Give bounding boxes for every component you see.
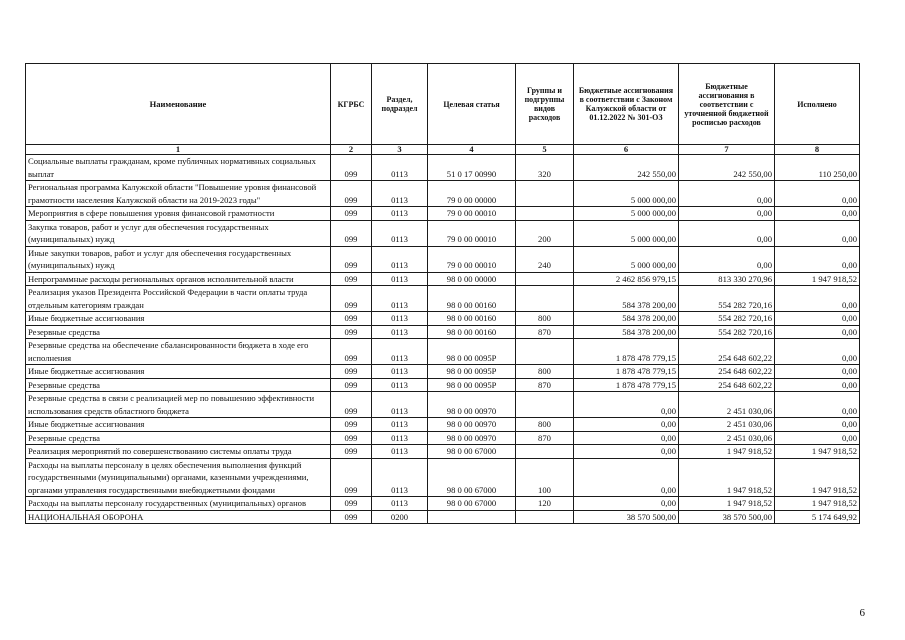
cell-group: 320 [516, 155, 574, 181]
cell-approved: 0,00 [574, 392, 679, 418]
cell-name: Резервные средства [26, 325, 331, 339]
cell-executed: 0,00 [775, 339, 860, 365]
cell-executed: 0,00 [775, 392, 860, 418]
cell-name: Резервные средства [26, 431, 331, 445]
column-number: 1 [26, 145, 331, 155]
cell-kgrbs: 099 [331, 220, 372, 246]
cell-target: 98 0 00 00160 [428, 286, 516, 312]
cell-target: 98 0 00 0095Р [428, 339, 516, 365]
cell-section: 0113 [372, 155, 428, 181]
cell-approved: 5 000 000,00 [574, 181, 679, 207]
cell-executed: 1 947 918,52 [775, 497, 860, 511]
cell-group: 870 [516, 431, 574, 445]
cell-revised: 254 648 602,22 [679, 339, 775, 365]
cell-revised: 554 282 720,16 [679, 286, 775, 312]
cell-revised: 0,00 [679, 246, 775, 272]
table-row [26, 246, 860, 272]
header-target: Целевая статья [428, 64, 516, 145]
cell-target: 79 0 00 00000 [428, 181, 516, 207]
cell-target: 98 0 00 67000 [428, 445, 516, 459]
cell-executed: 0,00 [775, 207, 860, 221]
cell-group: 800 [516, 312, 574, 326]
cell-section: 0113 [372, 339, 428, 365]
cell-target: 98 0 00 00160 [428, 312, 516, 326]
cell-approved: 0,00 [574, 431, 679, 445]
cell-kgrbs: 099 [331, 458, 372, 497]
cell-kgrbs: 099 [331, 392, 372, 418]
cell-kgrbs: 099 [331, 339, 372, 365]
cell-approved: 1 878 478 779,15 [574, 378, 679, 392]
cell-executed: 0,00 [775, 312, 860, 326]
cell-name: Реализация указов Президента Российской Федерации в части оплаты труда отдельным категориям граждан [26, 286, 331, 312]
cell-executed: 110 250,00 [775, 155, 860, 181]
cell-group: 200 [516, 220, 574, 246]
cell-name: Резервные средства на обеспечение сбалансированности бюджета в ходе его исполнения [26, 339, 331, 365]
cell-revised: 2 451 030,06 [679, 418, 775, 432]
table-row [26, 181, 860, 207]
cell-approved: 584 378 200,00 [574, 286, 679, 312]
column-number: 3 [372, 145, 428, 155]
cell-approved: 0,00 [574, 445, 679, 459]
table-row [26, 339, 860, 365]
cell-revised: 1 947 918,52 [679, 458, 775, 497]
cell-group: 800 [516, 365, 574, 379]
table-row [26, 510, 860, 524]
cell-target: 98 0 00 00970 [428, 392, 516, 418]
cell-target: 98 0 00 67000 [428, 458, 516, 497]
cell-kgrbs: 099 [331, 365, 372, 379]
cell-executed: 0,00 [775, 220, 860, 246]
cell-group [516, 392, 574, 418]
cell-kgrbs: 099 [331, 510, 372, 524]
column-number-row [26, 145, 860, 155]
cell-revised: 254 648 602,22 [679, 365, 775, 379]
cell-revised: 1 947 918,52 [679, 445, 775, 459]
cell-executed: 0,00 [775, 378, 860, 392]
cell-name: Реализация мероприятий по совершенствованию системы оплаты труда [26, 445, 331, 459]
cell-executed: 1 947 918,52 [775, 272, 860, 286]
cell-kgrbs: 099 [331, 378, 372, 392]
cell-target: 79 0 00 00010 [428, 220, 516, 246]
cell-executed: 1 947 918,52 [775, 458, 860, 497]
cell-approved: 1 878 478 779,15 [574, 339, 679, 365]
cell-section: 0113 [372, 286, 428, 312]
column-number: 2 [331, 145, 372, 155]
cell-approved: 5 000 000,00 [574, 246, 679, 272]
cell-kgrbs: 099 [331, 246, 372, 272]
cell-revised: 38 570 500,00 [679, 510, 775, 524]
cell-executed: 0,00 [775, 418, 860, 432]
table-row [26, 155, 860, 181]
header-revised: Бюджетные ассигнования в соответствии с уточненной бюджетной росписью расходов [679, 64, 775, 145]
cell-executed: 0,00 [775, 365, 860, 379]
cell-group: 870 [516, 325, 574, 339]
cell-approved: 1 878 478 779,15 [574, 365, 679, 379]
cell-group [516, 272, 574, 286]
header-executed: Исполнено [775, 64, 860, 145]
cell-approved: 2 462 856 979,15 [574, 272, 679, 286]
cell-name: НАЦИОНАЛЬНАЯ ОБОРОНА [26, 510, 331, 524]
cell-executed: 0,00 [775, 246, 860, 272]
cell-name: Иные бюджетные ассигнования [26, 312, 331, 326]
cell-section: 0113 [372, 431, 428, 445]
cell-name: Иные бюджетные ассигнования [26, 365, 331, 379]
cell-revised: 2 451 030,06 [679, 431, 775, 445]
cell-group: 240 [516, 246, 574, 272]
table-row [26, 431, 860, 445]
cell-approved: 584 378 200,00 [574, 312, 679, 326]
cell-name: Расходы на выплаты персоналу государственных (муниципальных) органов [26, 497, 331, 511]
header-kgrbs: КГРБС [331, 64, 372, 145]
cell-kgrbs: 099 [331, 445, 372, 459]
cell-name: Иные бюджетные ассигнования [26, 418, 331, 432]
cell-target: 98 0 00 0095Р [428, 378, 516, 392]
cell-target [428, 510, 516, 524]
header-row [26, 64, 860, 145]
cell-kgrbs: 099 [331, 497, 372, 511]
header-approved: Бюджетные ассигнования в соответствии с Законом Калужской области от 01.12.2022 № 301-ОЗ [574, 64, 679, 145]
cell-section: 0113 [372, 392, 428, 418]
cell-executed: 1 947 918,52 [775, 445, 860, 459]
column-number: 6 [574, 145, 679, 155]
table-header [26, 64, 860, 155]
budget-table [25, 63, 860, 524]
cell-approved: 0,00 [574, 418, 679, 432]
column-number: 5 [516, 145, 574, 155]
cell-section: 0113 [372, 458, 428, 497]
cell-section: 0113 [372, 312, 428, 326]
cell-kgrbs: 099 [331, 272, 372, 286]
cell-kgrbs: 099 [331, 312, 372, 326]
table-row [26, 458, 860, 497]
cell-executed: 5 174 649,92 [775, 510, 860, 524]
table-row [26, 207, 860, 221]
cell-group [516, 510, 574, 524]
cell-revised: 554 282 720,16 [679, 325, 775, 339]
table-row [26, 445, 860, 459]
cell-group: 120 [516, 497, 574, 511]
cell-revised: 1 947 918,52 [679, 497, 775, 511]
table-row [26, 286, 860, 312]
cell-approved: 584 378 200,00 [574, 325, 679, 339]
cell-approved: 5 000 000,00 [574, 220, 679, 246]
table-body [26, 155, 860, 524]
table-row [26, 325, 860, 339]
table-row [26, 312, 860, 326]
table-row [26, 392, 860, 418]
cell-approved: 0,00 [574, 497, 679, 511]
table-row [26, 365, 860, 379]
cell-group [516, 286, 574, 312]
cell-executed: 0,00 [775, 325, 860, 339]
cell-kgrbs: 099 [331, 155, 372, 181]
cell-kgrbs: 099 [331, 207, 372, 221]
cell-approved: 38 570 500,00 [574, 510, 679, 524]
table-row [26, 378, 860, 392]
cell-approved: 0,00 [574, 458, 679, 497]
cell-section: 0113 [372, 246, 428, 272]
cell-approved: 242 550,00 [574, 155, 679, 181]
cell-executed: 0,00 [775, 286, 860, 312]
cell-target: 79 0 00 00010 [428, 207, 516, 221]
cell-section: 0113 [372, 378, 428, 392]
cell-section: 0113 [372, 445, 428, 459]
cell-name: Резервные средства [26, 378, 331, 392]
cell-name: Мероприятия в сфере повышения уровня финансовой грамотности [26, 207, 331, 221]
cell-group: 870 [516, 378, 574, 392]
cell-section: 0113 [372, 207, 428, 221]
cell-name: Региональная программа Калужской области "Повышение уровня финансовой грамотности населения Калужской области на 2019-2023 годы" [26, 181, 331, 207]
cell-revised: 2 451 030,06 [679, 392, 775, 418]
cell-section: 0113 [372, 220, 428, 246]
cell-name: Закупка товаров, работ и услуг для обеспечения государственных (муниципальных) нужд [26, 220, 331, 246]
cell-revised: 0,00 [679, 207, 775, 221]
cell-revised: 0,00 [679, 181, 775, 207]
cell-executed: 0,00 [775, 431, 860, 445]
table-row [26, 272, 860, 286]
table-row [26, 418, 860, 432]
cell-group [516, 181, 574, 207]
cell-revised: 813 330 270,96 [679, 272, 775, 286]
table-row [26, 497, 860, 511]
cell-revised: 554 282 720,16 [679, 312, 775, 326]
cell-revised: 0,00 [679, 220, 775, 246]
cell-target: 98 0 00 00160 [428, 325, 516, 339]
cell-kgrbs: 099 [331, 431, 372, 445]
cell-name: Иные закупки товаров, работ и услуг для обеспечения государственных (муниципальных) нужд [26, 246, 331, 272]
cell-kgrbs: 099 [331, 418, 372, 432]
cell-section: 0200 [372, 510, 428, 524]
cell-group [516, 339, 574, 365]
cell-group: 100 [516, 458, 574, 497]
cell-name: Социальные выплаты гражданам, кроме публичных нормативных социальных выплат [26, 155, 331, 181]
header-section: Раздел, подраздел [372, 64, 428, 145]
cell-group: 800 [516, 418, 574, 432]
cell-section: 0113 [372, 325, 428, 339]
cell-revised: 242 550,00 [679, 155, 775, 181]
cell-target: 98 0 00 00970 [428, 418, 516, 432]
cell-target: 98 0 00 00000 [428, 272, 516, 286]
cell-name: Расходы на выплаты персоналу в целях обеспечения выполнения функций государственными (муниципальными) органами, казенными учреждениями, органами управления государственными внебюджетными фондами [26, 458, 331, 497]
column-number: 8 [775, 145, 860, 155]
column-number: 4 [428, 145, 516, 155]
cell-section: 0113 [372, 272, 428, 286]
header-groups: Группы и подгруппы видов расходов [516, 64, 574, 145]
cell-section: 0113 [372, 181, 428, 207]
cell-name: Непрограммные расходы региональных органов исполнительной власти [26, 272, 331, 286]
cell-revised: 254 648 602,22 [679, 378, 775, 392]
cell-kgrbs: 099 [331, 325, 372, 339]
cell-group [516, 445, 574, 459]
header-name: Наименование [26, 64, 331, 145]
cell-kgrbs: 099 [331, 286, 372, 312]
table-row [26, 220, 860, 246]
cell-target: 98 0 00 67000 [428, 497, 516, 511]
cell-executed: 0,00 [775, 181, 860, 207]
cell-target: 79 0 00 00010 [428, 246, 516, 272]
cell-target: 98 0 00 00970 [428, 431, 516, 445]
cell-group [516, 207, 574, 221]
page-number: 6 [859, 607, 865, 619]
cell-name: Резервные средства в связи с реализацией мер по повышению эффективности использования средств областного бюджета [26, 392, 331, 418]
cell-section: 0113 [372, 418, 428, 432]
column-number: 7 [679, 145, 775, 155]
cell-target: 98 0 00 0095Р [428, 365, 516, 379]
cell-section: 0113 [372, 365, 428, 379]
cell-section: 0113 [372, 497, 428, 511]
cell-approved: 5 000 000,00 [574, 207, 679, 221]
cell-target: 51 0 17 00990 [428, 155, 516, 181]
cell-kgrbs: 099 [331, 181, 372, 207]
